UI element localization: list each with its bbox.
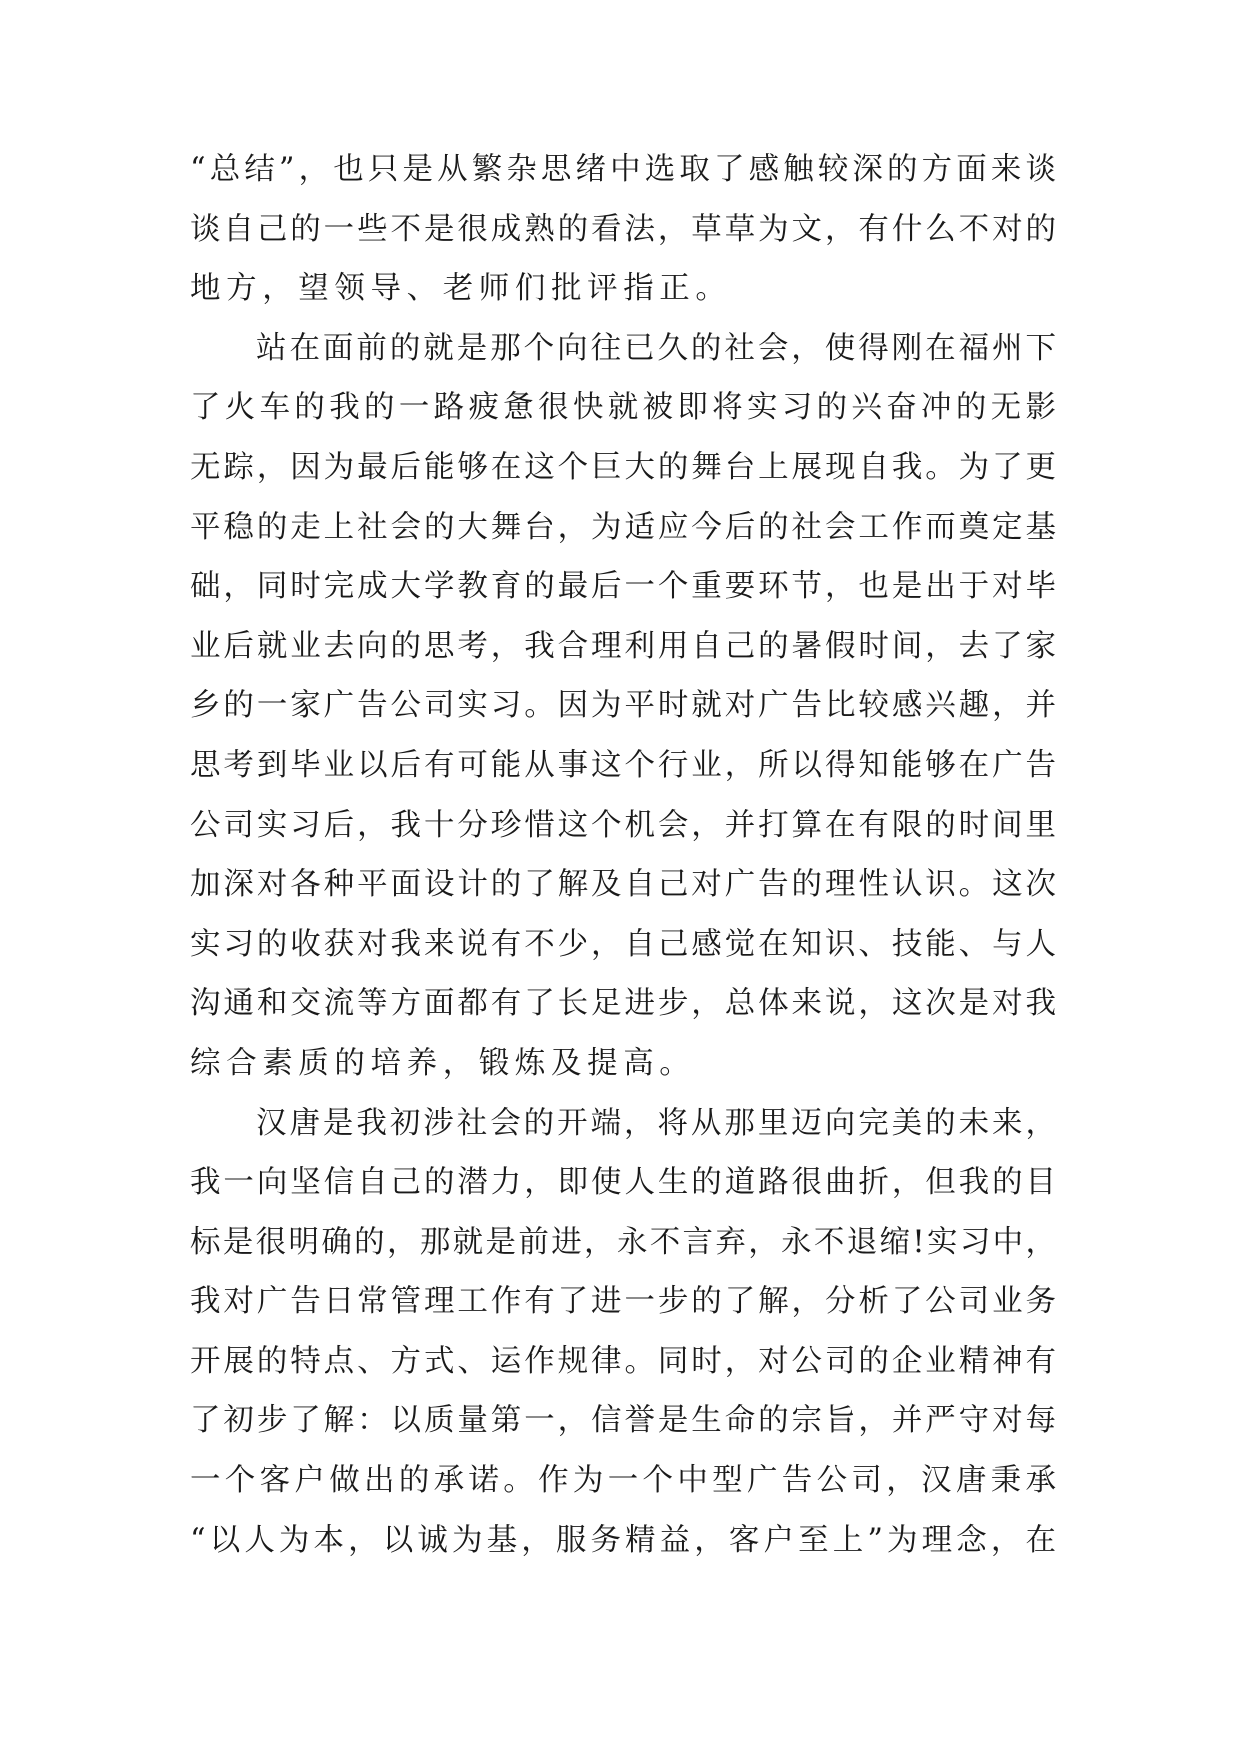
- text-line: 地方，望领导、老师们批评指正。: [190, 271, 732, 307]
- text-line: 沟通和交流等方面都有了长足进步，总体来说，这次是对我: [190, 986, 1056, 1022]
- text-line: 公司实习后，我十分珍惜这个机会，并打算在有限的时间里: [190, 807, 1056, 843]
- text-line: 站在面前的就是那个向往已久的社会，使得刚在福州下: [256, 330, 1056, 366]
- text-line: 谈自己的一些不是很成熟的看法，草草为文，有什么不对的: [190, 211, 1056, 247]
- document-page: [190, 140, 1056, 1570]
- text-line: 汉唐是我初涉社会的开端，将从那里迈向完美的未来，: [256, 1105, 1056, 1141]
- text-line: 我对广告日常管理工作有了进一步的了解，分析了公司业务: [190, 1284, 1056, 1320]
- text-line: 实习的收获对我来说有不少，自己感觉在知识、技能、与人: [190, 926, 1056, 962]
- text-line: 无踪，因为最后能够在这个巨大的舞台上展现自我。为了更: [190, 449, 1056, 485]
- text-line: 了火车的我的一路疲惫很快就被即将实习的兴奋冲的无影: [190, 390, 1056, 426]
- text-line: “总结”，也只是从繁杂思绪中选取了感触较深的方面来谈: [190, 152, 1056, 187]
- text-line: 思考到毕业以后有可能从事这个行业，所以得知能够在广告: [190, 747, 1056, 783]
- text-line: 加深对各种平面设计的了解及自己对广告的理性认识。这次: [190, 867, 1056, 903]
- text-line: “以人为本，以诚为基，服务精益，客户至上”为理念，在: [190, 1522, 1056, 1558]
- text-line: 综合素质的培养，锻炼及提高。: [190, 1045, 696, 1081]
- document-body: [190, 140, 1056, 1570]
- text-line: 我一向坚信自己的潜力，即使人生的道路很曲折，但我的目: [190, 1165, 1056, 1201]
- text-line: 础，同时完成大学教育的最后一个重要环节，也是出于对毕: [190, 569, 1056, 605]
- text-line: 一个客户做出的承诺。作为一个中型广告公司，汉唐秉承: [190, 1463, 1056, 1499]
- text-line: 业后就业去向的思考，我合理利用自己的暑假时间，去了家: [190, 628, 1056, 664]
- text-line: 平稳的走上社会的大舞台，为适应今后的社会工作而奠定基: [190, 509, 1056, 545]
- text-line: 乡的一家广告公司实习。因为平时就对广告比较感兴趣，并: [190, 688, 1056, 724]
- text-line: 标是很明确的，那就是前进，永不言弃，永不退缩!实习中，: [190, 1224, 1056, 1260]
- text-line: 了初步了解：以质量第一，信誉是生命的宗旨，并严守对每: [190, 1403, 1056, 1439]
- text-line: 开展的特点、方式、运作规律。同时，对公司的企业精神有: [190, 1343, 1056, 1379]
